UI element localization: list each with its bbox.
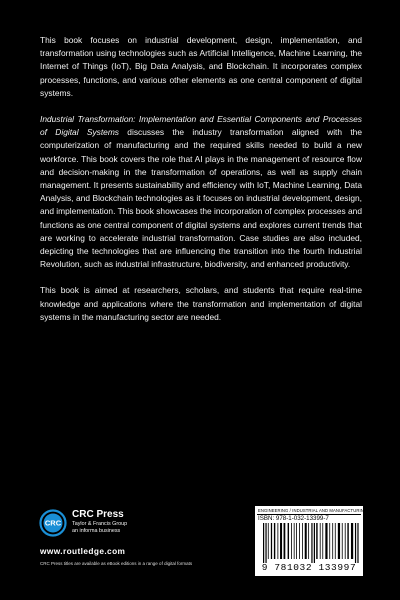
book-title-italic: Industrial Transformation: Implementation and Essential Components and Processes of Digital Systems [40,114,362,138]
crc-press-logo [39,509,67,537]
publisher-business: an informa business [72,528,121,534]
ebook-note: CRC Press titles are available as eBook editions in a range of digital formats [40,561,193,566]
description-paragraph-1: This book focuses on industrial development, design, implementation, and transformation using technologies such as Artificial Intelligence, Machine Learning, the Internet of Things (IoT), Big Data Analysis, and Blockchain. It incorporates complex processes, functions, and various other elements as one central component of digital systems. [40,35,362,98]
publisher-block [72,509,127,535]
barcode-icon [263,523,359,563]
isbn-label: ISBN: 978-1-032-13399-7 [258,515,329,522]
description-paragraph-2 [40,113,362,271]
description-paragraph-3: This book is aimed at researchers, scholars, and students that require real-time knowledge and applications where the transformation and implementation of digital systems in the manufacturing sector are needed. [40,285,362,322]
publisher-website: www.routledge.com [40,546,126,556]
subject-category: ENGINEERING / INDUSTRIAL AND MANUFACTURING [258,508,368,513]
barcode-digits: 9 781032 133997 [261,562,357,573]
isbn-barcode-panel [255,506,368,576]
publisher-group: Taylor & Francis Group [72,521,128,527]
publisher-name: CRC Press [72,509,124,520]
back-cover-description [40,34,362,337]
logo-text: CRC [44,518,62,528]
description-paragraph-2-body: discusses the industry transformation aligned with the computerization of manufacturing and the required skills needed to build a new workforce. This book covers the role that AI plays in the management of resource flow and decision-making in the transformation of operations, as well as supply chain management. It presents sustainability and efficiency with IoT, Machine Learning, Data Analysis, and Blockchain technologies as it focuses on industrial development, design, and implementation. This book showcases the incorporation of complex processes and functions as one central component of digital systems and explores current trends that are working to accelerate industrial transformation. Case studies are also included, depicting the technologies that are influencing the transition into the fourth Industrial Revolution, such as industrial infrastructure, biodiversity, and enhanced productivity. [40,127,362,270]
